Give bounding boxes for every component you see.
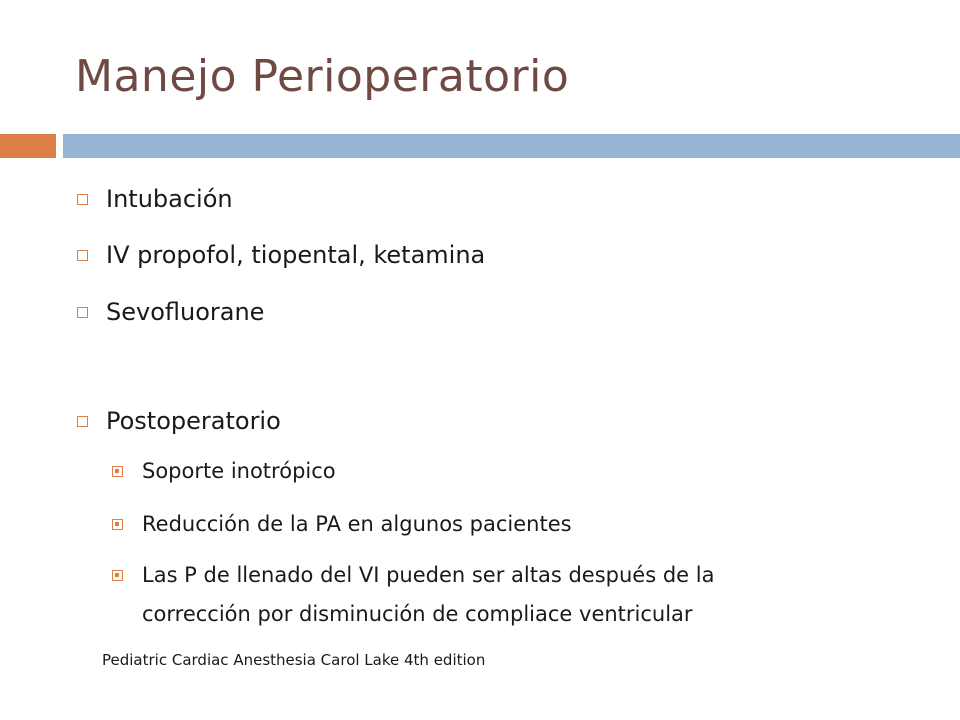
bullet-item: [75, 401, 281, 441]
bullet-text: IV propofol, tiopental, ketamina: [106, 241, 486, 269]
bullet-text: Postoperatorio: [106, 407, 281, 435]
hollow-square-bullet-icon: [77, 307, 88, 318]
slide-title: Manejo Perioperatorio: [75, 51, 570, 102]
source-citation: Pediatric Cardiac Anesthesia Carol Lake 4th edition: [102, 651, 486, 669]
sub-bullet-text: Las P de llenado del VI pueden ser altas después de la: [142, 563, 715, 587]
hollow-square-bullet-icon: [77, 416, 88, 427]
filled-square-bullet-icon: [112, 466, 123, 477]
bullet-item: [75, 235, 485, 275]
bullet-item: [75, 292, 264, 332]
bullet-text: Intubación: [106, 185, 233, 213]
bullet-text: Sevofluorane: [106, 298, 265, 326]
sub-bullet-text: corrección por disminución de compliace ventricular: [142, 602, 693, 626]
sub-bullet-text: Soporte inotrópico: [142, 459, 336, 483]
sub-bullet-text: Reducción de la PA en algunos pacientes: [142, 512, 572, 536]
bullet-item: [75, 179, 233, 219]
hollow-square-bullet-icon: [77, 250, 88, 261]
filled-square-bullet-icon: [112, 570, 123, 581]
hollow-square-bullet-icon: [77, 194, 88, 205]
filled-square-bullet-icon: [112, 519, 123, 530]
